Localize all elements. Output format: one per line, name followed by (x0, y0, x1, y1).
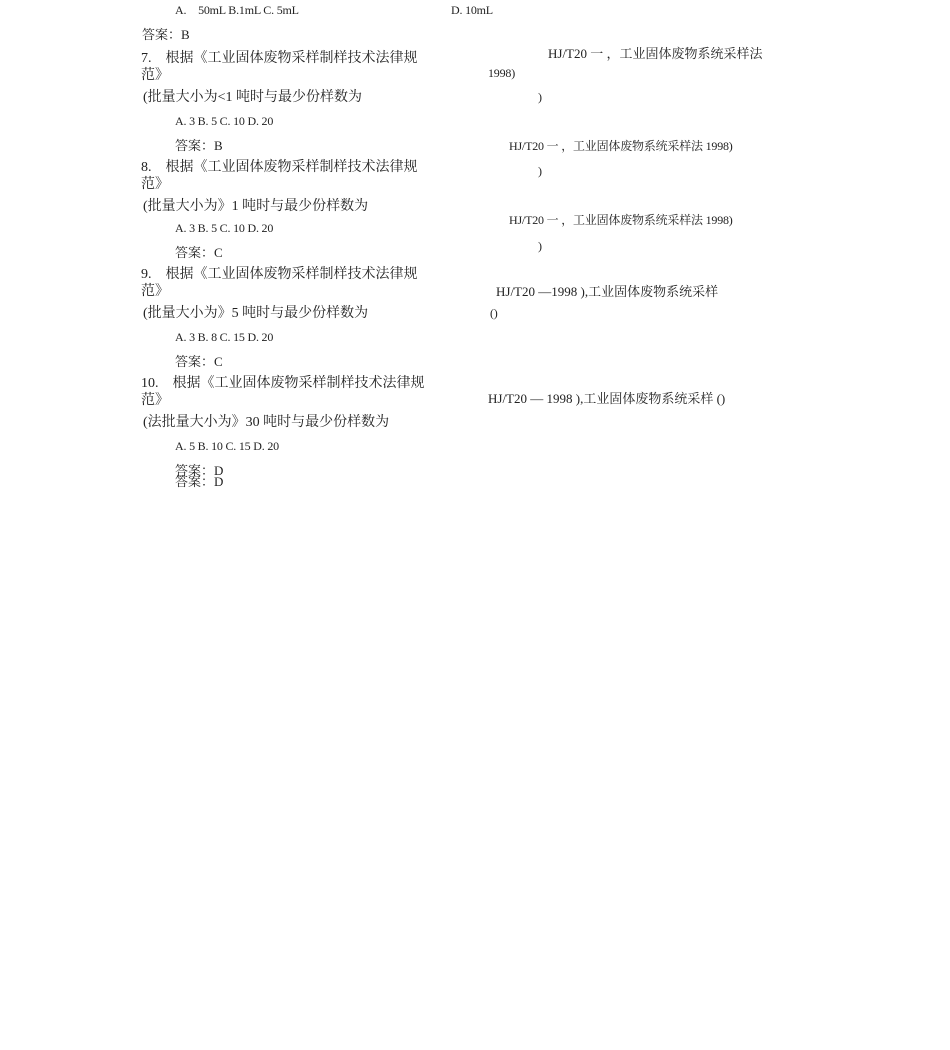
q9-answer: 答案：C (175, 354, 223, 369)
q10-stem: (法批量大小为》30 吨时与最少份样数为 (143, 415, 390, 430)
q7-options: A. 3 B. 5 C. 10 D. 20 (175, 114, 274, 128)
q8-standard-ref-b: HJ/T20 一 ，工业固体废物系统采样法 1998) (509, 213, 733, 227)
q7-answer: 答案：B (175, 138, 223, 153)
q10-options: A. 5 B. 10 C. 15 D. 20 (175, 439, 279, 453)
q9-paren: () (490, 306, 498, 320)
q9-stem: (批量大小为》5 吨时与最少份样数为 (143, 306, 369, 321)
q8-title-line1: 8. 根据《工业固体废物采样制样技术法律规 (141, 160, 418, 175)
q7-standard-year: 1998) (488, 66, 515, 80)
q9-options: A. 3 B. 8 C. 15 D. 20 (175, 330, 274, 344)
q8-standard-ref-a: HJ/T20 一 ，工业固体废物系统采样法 1998) (509, 139, 733, 153)
q7-title-line2: 范》 (141, 68, 169, 83)
q9-standard-ref: HJ/T20 —1998 ),工业固体废物系统采样 (496, 284, 719, 299)
q10-title-line1: 10. 根据《工业固体废物采样制样技术法律规 (141, 376, 425, 391)
q10-answer-clipped: 答案：D (175, 463, 224, 478)
q6-options: A. 50mL B.1mL C. 5mL (175, 3, 299, 17)
q8-answer: 答案：C (175, 245, 223, 260)
q7-stem-paren: ) (538, 90, 542, 104)
q6-option-d: D. 10mL (451, 3, 493, 17)
q8-paren-b: ) (538, 239, 542, 253)
q8-paren-a: ) (538, 164, 542, 178)
q7-stem: (批量大小为<1 吨时与最少份样数为 (143, 90, 363, 105)
q9-title-line1: 9. 根据《工业固体废物采样制样技术法律规 (141, 267, 418, 282)
q8-title-line2: 范》 (141, 177, 169, 192)
q10-answer: 答案：D (175, 474, 224, 489)
q10-title-line2: 范》 (141, 393, 169, 408)
q8-stem: (批量大小为》1 吨时与最少份样数为 (143, 199, 369, 214)
q7-standard-ref: HJ/T20 一 ，工业固体废物系统采样法 (548, 46, 763, 61)
q10-standard-ref: HJ/T20 — 1998 ),工业固体废物系统采样 () (488, 391, 726, 406)
q8-options: A. 3 B. 5 C. 10 D. 20 (175, 221, 274, 235)
q9-title-line2: 范》 (141, 284, 169, 299)
q7-title-line1: 7. 根据《工业固体废物采样制样技术法律规 (141, 51, 418, 66)
q6-answer: 答案：B (142, 27, 190, 42)
